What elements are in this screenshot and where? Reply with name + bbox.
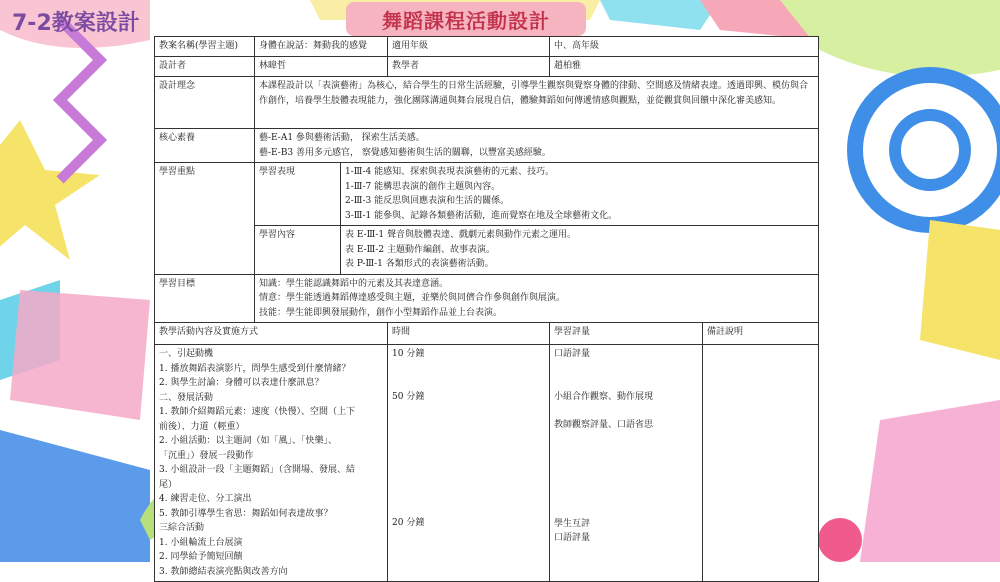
content-label: 學習內容 [255,226,341,275]
performance-line: 1-Ⅲ-7 能構思表演的創作主題與內容。 [345,181,501,192]
plan-name-value: 身體在說話：舞動我的感覺 [255,37,388,57]
performance-line: 2-Ⅲ-3 能反思與回應表演和生活的關係。 [345,196,510,206]
pink-wedge-shape [10,290,150,420]
activity-step: 2. 同學給予簡短回饋 [159,552,243,562]
time-value: 10 分鐘 [392,349,425,359]
time-header: 時間 [388,323,550,345]
activity-steps [155,345,388,582]
assessment-header: 學習評量 [550,323,703,345]
slide-label: 7-2教案設計 [12,11,140,36]
page-title-banner [346,2,586,36]
performance-content [341,163,819,226]
activity-assessments [550,345,703,582]
goals-row [155,274,819,323]
activity-step: 2. 小組活動：以主題詞（如「風」、「快樂」、 [159,436,337,446]
time-value: 20 分鐘 [392,518,425,528]
plan-name-label: 教案名稱(學習主題) [155,37,255,57]
focus-content-row [155,226,819,275]
assessment-value: 學生互評 [554,518,591,529]
performance-label: 學習表現 [255,163,341,226]
performance-line: 3-Ⅲ-1 能參與、記錄各類藝術活動，進而覺察在地及全球藝術文化。 [345,210,618,221]
activity-step: 3. 小組設計一段「主題舞蹈」（含開場、發展、結 [159,465,355,475]
activity-step: 2. 與學生討論：身體可以表達什麼訊息？ [159,378,324,388]
blue-fan-shape [0,430,150,562]
designer-value: 林暐哲 [255,57,388,77]
focus-performance-row [155,163,819,226]
focus-label: 學習重點 [155,163,255,275]
activity-step: 4. 練習走位、分工演出 [159,494,252,504]
designer-label: 設計者 [155,57,255,77]
blue-swirl-shape [855,75,1000,225]
grade-value: 中、高年級 [550,37,819,57]
activity-step: 三綜合活動 [159,523,205,533]
goals-label: 學習目標 [155,274,255,323]
performance-line: 1-Ⅲ-4 能感知、探索與表現表演藝術的元素、技巧。 [345,167,555,177]
activity-step: 「沉重」）發展一段動作 [159,450,254,461]
assessment-value: 口語評量 [554,349,591,359]
content-lines [341,226,819,275]
activity-header: 教學活動內容及實施方式 [155,323,388,345]
assessment-value: 小組合作觀察、動作展現 [554,391,654,402]
activity-header-row [155,323,819,345]
time-value: 50 分鐘 [392,391,425,402]
core-row [155,129,819,163]
pink-dot-shape [818,518,862,562]
content-line: 表 E-Ⅲ-2 主題動作編創、故事表演。 [345,244,495,255]
teacher-value: 趙柏雅 [550,57,819,77]
lesson-plan-table [154,36,819,582]
concept-text: 本課程設計以「表演藝術」為核心，結合學生的日常生活經驗，引導學生觀察與覺察身體的律動、空間感及情緒表達。透過即興、模仿與合作創作，培養學生肢體表現能力，強化團隊溝通與舞台展現自信，體驗舞蹈如何傳遞情感與觀點，並從觀賞與回饋中深化審美感知。 [255,77,819,129]
grade-label: 適用年級 [388,37,550,57]
content-line: 表 E-Ⅲ-1 聲音與肢體表達、戲劇元素與動作元素之運用。 [345,230,576,240]
activity-step: 尾） [159,479,178,490]
yellow-star-shape [0,120,100,260]
core-line: 藝-E-B3 善用多元感官， 察覺感知藝術與生活的關聯，以豐富美感經驗。 [259,147,551,158]
goal-line: 情意：學生能透過舞蹈傳達感受與主題，並樂於與同儕合作參與創作與展演。 [259,293,566,303]
activity-step: 二、發展活動 [159,392,214,403]
lesson-plan-sheet [154,36,818,577]
activity-step: 1. 小組輪流上台展演 [159,537,243,548]
activity-notes [703,345,819,582]
concept-row [155,77,819,129]
goals-content [255,274,819,323]
page-title: 舞蹈課程活動設計 [382,8,550,33]
info-row-2 [155,57,819,77]
activity-times [388,345,550,582]
blue-swirl-inner-shape [895,115,965,185]
activity-step: 1. 教師介紹舞蹈元素：速度（快慢）、空間（上下 [159,407,355,417]
cyan-top-shape [600,0,720,30]
core-line: 藝-E-A1 參與藝術活動， 探索生活美感。 [259,133,425,143]
activity-step: 前後）、力道（輕重） [159,421,245,432]
assessment-value: 教師觀察評量、口語省思 [554,420,654,430]
activity-step: 3. 教師總結表演亮點與改善方向 [159,566,288,577]
activity-body-row [155,345,819,582]
info-row-1 [155,37,819,57]
yellow-right-shape [920,220,1000,360]
activity-step: 1. 播放舞蹈表演影片，問學生感受到什麼情緒？ [159,363,351,374]
activity-step: 5. 教師引導學生省思：舞蹈如何表達故事？ [159,508,333,519]
teacher-label: 教學者 [388,57,550,77]
pink-right-shape [860,400,1000,562]
concept-label: 設計理念 [155,77,255,129]
assessment-value: 口語評量 [554,533,591,543]
notes-header: 備註說明 [703,323,819,345]
core-label: 核心素養 [155,129,255,163]
content-line: 表 P-Ⅲ-1 各類形式的表演藝術活動。 [345,259,494,269]
core-content [255,129,819,163]
goal-line: 知識：學生能認識舞蹈中的元素及其表達意涵。 [259,278,449,289]
activity-step: 一、引起動機 [159,349,214,359]
goal-line: 技能：學生能即興發展動作，創作小型舞蹈作品並上台表演。 [259,307,503,318]
